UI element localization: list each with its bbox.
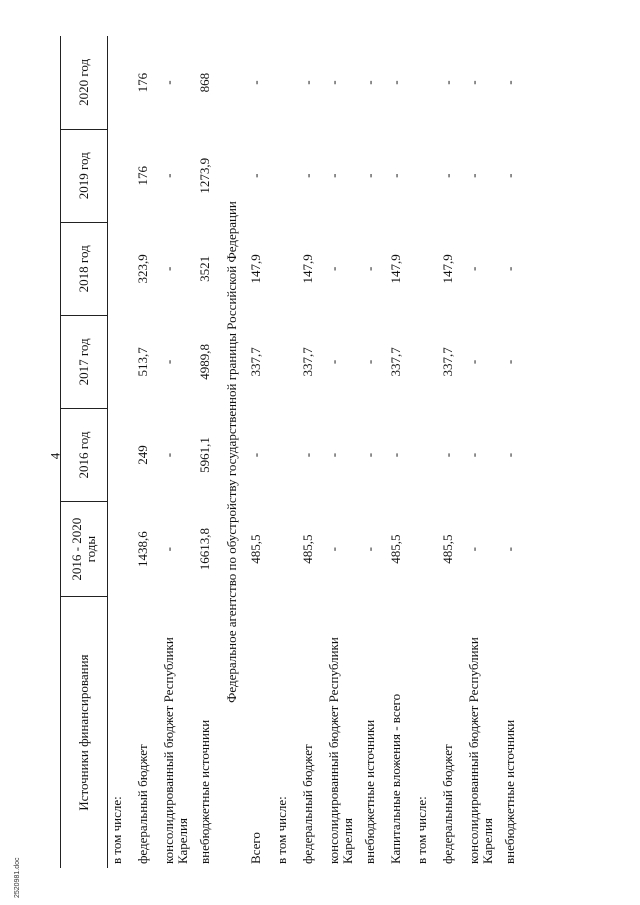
table-row	[387, 36, 413, 868]
table-cell: -	[466, 359, 481, 365]
table-cell	[413, 502, 439, 597]
table-row	[196, 36, 224, 868]
table-cell: -	[326, 452, 341, 458]
table-cell: 5961,1	[197, 437, 212, 473]
table-cell: -	[466, 546, 481, 552]
table-cell: 337,7	[300, 347, 315, 377]
table-cell: -	[300, 173, 315, 178]
table-cell: -	[300, 80, 315, 85]
table-cell: -	[326, 80, 341, 85]
table-row	[439, 36, 465, 868]
table-cell	[108, 129, 135, 222]
table-cell: 485,5	[388, 534, 403, 564]
table-row	[108, 36, 135, 868]
table-cell: -	[326, 546, 341, 552]
row-label: в том числе:	[414, 796, 429, 864]
table-header-row	[61, 36, 108, 868]
table-row	[325, 36, 361, 868]
header-2018: 2018 год	[61, 222, 108, 315]
row-label: федеральный бюджет	[300, 744, 315, 864]
table-cell	[108, 408, 135, 501]
table-cell: -	[300, 452, 315, 458]
table-cell: 16613,8	[197, 528, 212, 571]
table-cell: -	[502, 359, 517, 365]
table-cell: -	[388, 80, 403, 85]
table-cell: -	[440, 452, 455, 458]
table-cell: -	[362, 452, 377, 458]
table-cell: -	[466, 452, 481, 458]
table-cell: 3521	[197, 255, 212, 282]
table-cell: -	[161, 359, 176, 365]
row-label: Капитальные вложения - всего	[388, 693, 403, 864]
table-cell: -	[388, 452, 403, 458]
table-cell: 147,9	[440, 254, 455, 284]
table-cell: 485,5	[440, 534, 455, 564]
table-cell: -	[362, 546, 377, 552]
footer-filename: 2520981.doc	[14, 857, 21, 898]
table-row	[160, 36, 196, 868]
table-cell	[413, 315, 439, 408]
table-cell: 147,9	[300, 254, 315, 284]
table-cell: -	[248, 452, 263, 458]
table-cell: -	[466, 266, 481, 271]
table-cell: -	[362, 359, 377, 365]
table-cell	[273, 129, 299, 222]
table-cell: -	[326, 359, 341, 365]
table-cell: -	[466, 173, 481, 178]
header-2020: 2020 год	[61, 36, 108, 129]
header-2019: 2019 год	[61, 129, 108, 222]
table-row	[247, 36, 273, 868]
row-label: Всего	[248, 832, 263, 864]
table-cell: -	[362, 173, 377, 178]
table-cell	[413, 36, 439, 129]
financing-table-rotated	[60, 36, 550, 868]
header-2016: 2016 год	[61, 408, 108, 501]
table-body	[108, 36, 528, 868]
table-cell	[108, 315, 135, 408]
row-label: федеральный бюджет	[135, 744, 150, 864]
row-label: консолидированный бюджет Республики Карелия	[326, 637, 355, 864]
table-cell	[273, 36, 299, 129]
table-cell	[108, 222, 135, 315]
row-label: внебюджетные источники	[362, 719, 377, 864]
table-cell: 337,7	[440, 347, 455, 377]
table-cell: 176	[135, 72, 150, 93]
table-cell	[108, 36, 135, 129]
table-row	[501, 36, 527, 868]
table-cell: 337,7	[388, 347, 403, 377]
table-cell: -	[248, 80, 263, 85]
table-cell	[413, 222, 439, 315]
table-cell: -	[362, 266, 377, 271]
table-cell	[413, 408, 439, 501]
table-cell: -	[161, 80, 176, 85]
table-cell: -	[502, 452, 517, 458]
table-cell	[273, 502, 299, 597]
row-label: внебюджетные источники	[197, 719, 212, 864]
table-cell: 176	[135, 165, 150, 186]
table-cell: -	[502, 173, 517, 178]
table-cell	[273, 315, 299, 408]
table-cell: 4989,8	[197, 344, 212, 380]
table-cell: -	[326, 173, 341, 178]
table-cell: 147,9	[248, 254, 263, 284]
row-label: внебюджетные источники	[502, 719, 517, 864]
header-2017: 2017 год	[61, 315, 108, 408]
table-cell	[273, 222, 299, 315]
table-cell	[273, 408, 299, 501]
table-cell: 485,5	[248, 534, 263, 564]
table-cell: -	[326, 266, 341, 271]
table-cell: 323,9	[135, 254, 150, 284]
table-cell: -	[161, 266, 176, 271]
table-cell: 485,5	[300, 534, 315, 564]
table-cell: -	[161, 173, 176, 178]
table-cell: -	[362, 80, 377, 85]
table-cell: 513,7	[135, 347, 150, 377]
page-number: 4	[47, 452, 63, 460]
table-cell: 868	[197, 72, 212, 93]
table-cell: -	[502, 546, 517, 552]
table-cell: 147,9	[388, 254, 403, 284]
table-row	[413, 36, 439, 868]
table-cell: 1273,9	[197, 157, 212, 194]
table-cell: 337,7	[248, 347, 263, 377]
table-cell: 249	[135, 445, 150, 465]
table-cell	[413, 129, 439, 222]
table-cell	[108, 502, 135, 597]
table-cell: -	[161, 452, 176, 458]
header-sources: Источники финансирования	[61, 597, 108, 868]
row-label: федеральный бюджет	[440, 744, 455, 864]
table-cell: -	[440, 80, 455, 85]
table-row	[134, 36, 160, 868]
table-cell: -	[248, 173, 263, 178]
table-row	[361, 36, 387, 868]
table-cell: -	[466, 80, 481, 85]
header-total-period: 2016 - 2020 годы	[61, 502, 108, 597]
table-row	[273, 36, 299, 868]
table-cell: -	[502, 80, 517, 85]
table-cell: -	[388, 173, 403, 178]
table-row	[299, 36, 325, 868]
row-label: в том числе:	[109, 796, 124, 864]
agency-section-row	[224, 36, 247, 868]
table-cell: -	[440, 173, 455, 178]
table-row	[465, 36, 501, 868]
table-cell: -	[161, 546, 176, 552]
financing-table	[60, 36, 527, 868]
row-label: консолидированный бюджет Республики Карелия	[466, 637, 495, 864]
table-cell: 1438,6	[135, 531, 150, 568]
row-label: в том числе:	[274, 796, 289, 864]
row-label: консолидированный бюджет Республики Карелия	[161, 637, 190, 864]
agency-title: Федеральное агентство по обустройству государственной границы Российской Федерации	[224, 201, 239, 703]
table-cell: -	[502, 266, 517, 271]
